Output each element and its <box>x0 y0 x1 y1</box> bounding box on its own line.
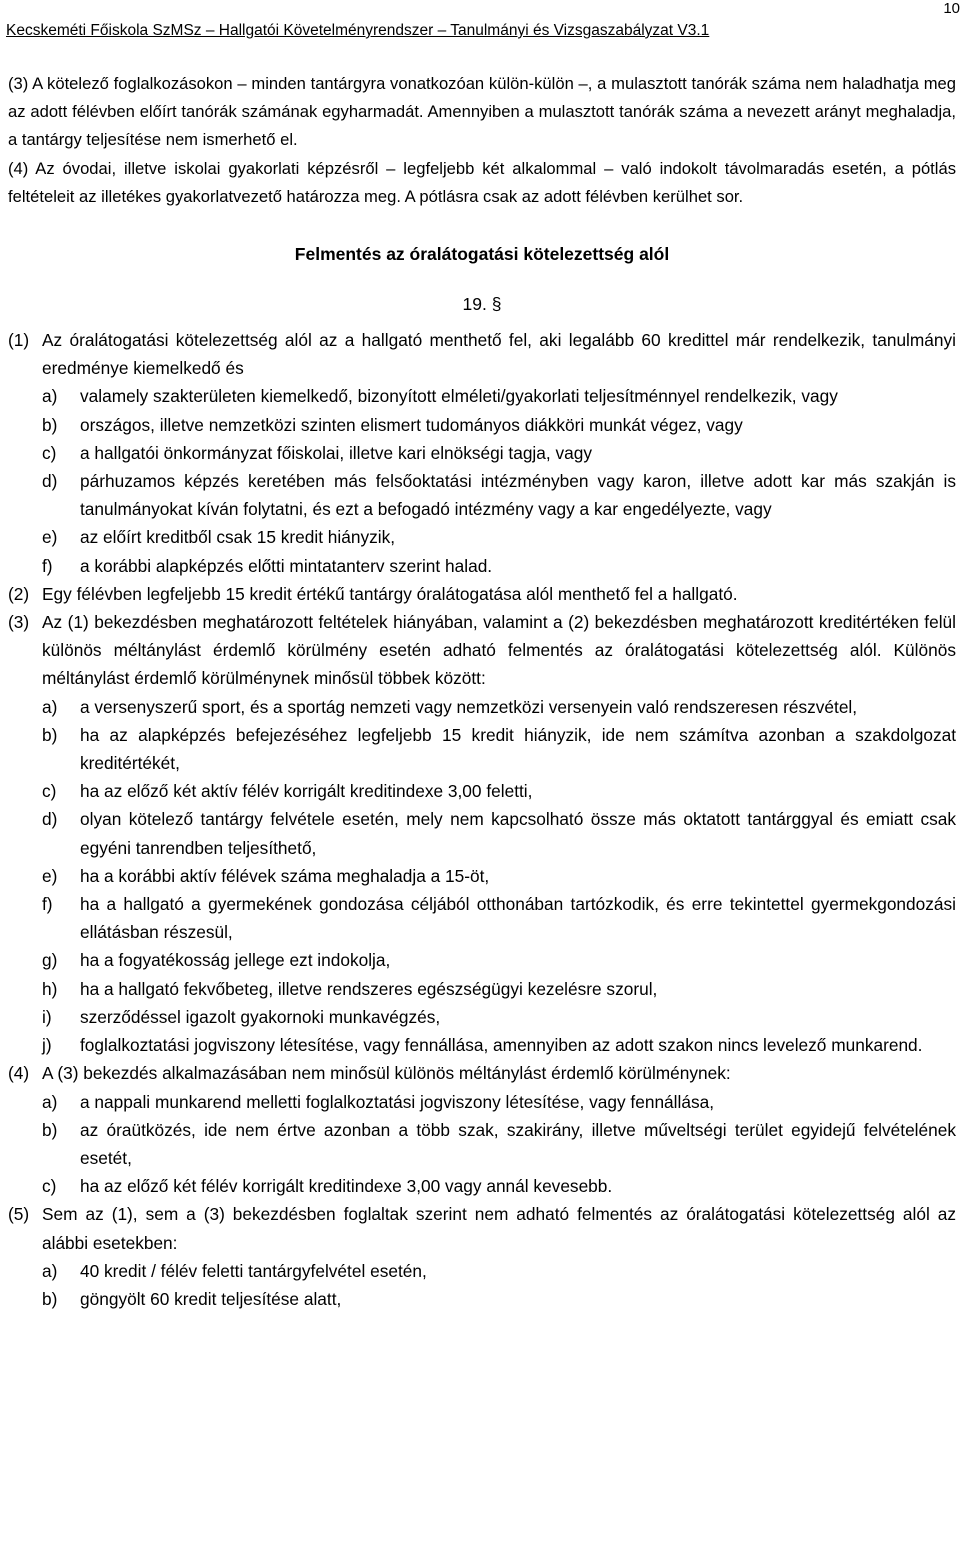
item-number: (4) <box>8 1063 30 1084</box>
sub-item <box>42 946 956 974</box>
sub-item-label: f) <box>42 555 53 576</box>
sub-item-text: ha a korábbi aktív félévek száma meghaladja a 15-öt, <box>80 865 490 886</box>
sub-item <box>42 1285 956 1313</box>
sub-item-text: a versenyszerű sport, és a sportág nemzeti vagy nemzetközi versenyein való rendszeresen részvétel, <box>80 696 858 717</box>
sub-item-text: a korábbi alapképzés előtti mintatanterv szerint halad. <box>80 555 493 576</box>
numbered-item <box>8 608 956 693</box>
sub-item-label: e) <box>42 865 58 886</box>
paragraph-3: (3) A kötelező foglalkozásokon – minden tantárgyra vonatkozóan külön-külön –, a mulasztott tanórák száma nem haladhatja meg az adott félévben előírt tanórák számának egyharmadát. Amennyiben a mulasztott tanórák száma a nevezett arányt meghaladja, a tantárgy teljesítése nem ismerhető el. <box>8 74 956 150</box>
item-text: Egy félévben legfeljebb 15 kredit értékű tantárgy óralátogatása alól menthető fel a hallgató. <box>42 583 738 604</box>
sub-item <box>42 1116 956 1172</box>
sub-item <box>42 777 956 805</box>
sub-item-label: e) <box>42 527 58 548</box>
sub-item-text: ha az alapképzés befejezéséhez legfeljebb 15 kredit hiányzik, ide nem számítva azonban a szakdolgozat kreditértékét, <box>80 724 956 774</box>
item-text: Sem az (1), sem a (3) bekezdésben foglaltak szerint nem adható felmentés az óralátogatási kötelezettség alól az alábbi esetekben: <box>42 1204 956 1253</box>
sub-item-label: a) <box>42 696 58 717</box>
sub-item-text: olyan kötelező tantárgy felvétele esetén, mely nem kapcsolható össze más oktatott tantárggyal és emiatt csak egyéni tanrendben teljesíthető, <box>80 809 956 858</box>
item-number: (3) <box>8 612 30 633</box>
sub-item <box>42 862 956 890</box>
numbered-item <box>8 326 956 382</box>
sub-item-text: párhuzamos képzés keretében más felsőoktatási intézményben vagy karon, illetve adott kar más szakján is tanulmányokat kíván folytatni, és ezt a befogadó intézmény vagy a kar engedélyezte, vagy <box>80 471 956 520</box>
sub-item <box>42 552 956 580</box>
sub-item-label: d) <box>42 809 58 830</box>
sub-item-text: szerződéssel igazolt gyakornoki munkavégzés, <box>80 1006 441 1027</box>
sub-item <box>42 1003 956 1031</box>
sub-item-label: f) <box>42 894 53 915</box>
sub-item-label: c) <box>42 1176 57 1197</box>
sub-item <box>42 439 956 467</box>
sub-item <box>42 693 956 721</box>
item-number: (5) <box>8 1204 30 1225</box>
numbered-item <box>8 1059 956 1087</box>
item-number: (1) <box>8 330 30 351</box>
sub-item-label: a) <box>42 386 58 407</box>
sub-item <box>42 1172 956 1200</box>
sub-item-text: valamely szakterületen kiemelkedő, bizonyított elméleti/gyakorlati teljesítménnyel rendelkezik, vagy <box>80 386 838 407</box>
sub-item <box>42 411 956 439</box>
sub-item-label: h) <box>42 978 58 999</box>
sub-item-label: a) <box>42 1091 58 1112</box>
sub-item <box>42 890 956 946</box>
sub-item-text: a nappali munkarend melletti foglalkoztatási jogviszony létesítése, vagy fennállása, <box>80 1091 715 1112</box>
sub-item-text: országos, illetve nemzetközi szinten elismert tudományos diákköri munkát végez, vagy <box>80 414 743 435</box>
sub-item-text: foglalkoztatási jogviszony létesítése, vagy fennállása, amennyiben az adott szakon nincs levelező munkarend. <box>80 1035 923 1056</box>
sub-item-text: ha a hallgató a gyermekének gondozása céljából otthonában tartózkodik, és erre tekintettel gyermekgondozási ellátásban részesül, <box>80 894 956 943</box>
sub-item-text: az előírt kreditből csak 15 kredit hiányzik, <box>80 527 396 548</box>
sub-item <box>42 975 956 1003</box>
document-body <box>8 70 956 1313</box>
sub-item-label: d) <box>42 471 58 492</box>
document-header: Kecskeméti Főiskola SzMSz – Hallgatói Követelményrendszer – Tanulmányi és Vizsgaszabályzat V3.1 <box>6 22 710 39</box>
numbered-item <box>8 580 956 608</box>
sub-item-label: c) <box>42 442 57 463</box>
sub-item <box>42 467 956 523</box>
sub-item-label: b) <box>42 414 58 435</box>
item-text: Az óralátogatási kötelezettség alól az a hallgató menthető fel, aki legalább 60 kredittel már rendelkezik, tanulmányi eredménye kiemelkedő és <box>42 330 956 379</box>
sub-item <box>42 721 956 777</box>
sub-item-text: göngyölt 60 kredit teljesítése alatt, <box>80 1288 342 1309</box>
sub-item-label: g) <box>42 950 58 971</box>
item-text: Az (1) bekezdésben meghatározott feltételek hiányában, valamint a (2) bekezdésben meghatározott kreditértéken felül különös méltánylást érdemlő körülmény esetén adható felmentés az óralátogatási kötelezettség alól. Különös méltánylást érdemlő körülménynek minősül többek között: <box>42 612 956 689</box>
item-number: (2) <box>8 583 30 604</box>
sub-item-label: i) <box>42 1006 52 1027</box>
sub-item-text: az óraütközés, ide nem értve azonban a több szak, szakirány, illetve műveltségi terület egyidejű felvételének esetét, <box>80 1119 956 1168</box>
sub-item-label: j) <box>42 1035 52 1056</box>
item-text: A (3) bekezdés alkalmazásában nem minősül különös méltánylást érdemlő körülménynek: <box>42 1063 731 1084</box>
sub-item <box>42 805 956 861</box>
page-number: 10 <box>943 0 960 17</box>
numbered-item <box>8 1200 956 1256</box>
sub-item <box>42 1088 956 1116</box>
sub-item-label: b) <box>42 724 58 745</box>
sub-item-label: c) <box>42 781 57 802</box>
sub-item-text: ha a hallgató fekvőbeteg, illetve rendszeres egészségügyi kezelésre szorul, <box>80 978 658 999</box>
sub-item-text: a hallgatói önkormányzat főiskolai, illetve kari elnökségi tagja, vagy <box>80 442 592 463</box>
sub-item-text: ha az előző két aktív félév korrigált kreditindexe 3,00 feletti, <box>80 781 533 802</box>
sub-item-text: ha a fogyatékosság jellege ezt indokolja, <box>80 950 391 971</box>
sub-item-label: b) <box>42 1119 58 1140</box>
item-list <box>8 326 956 1313</box>
sub-item-text: 40 kredit / félév feletti tantárgyfelvétel esetén, <box>80 1260 427 1281</box>
sub-item <box>42 1257 956 1285</box>
sub-item <box>42 523 956 551</box>
section-number: 19. § <box>462 294 502 315</box>
sub-item-label: b) <box>42 1288 58 1309</box>
sub-item-label: a) <box>42 1260 58 1281</box>
sub-item-text: ha az előző két félév korrigált kreditindexe 3,00 vagy annál kevesebb. <box>80 1176 613 1197</box>
section-title: Felmentés az óralátogatási kötelezettség alól <box>294 244 670 265</box>
paragraph-4: (4) Az óvodai, illetve iskolai gyakorlati képzésről – legfeljebb két alkalommal – való indokolt távolmaradás esetén, a pótlás feltételeit az illetékes gyakorlatvezető határozza meg. A pótlásra csak az adott félévben kerülhet sor. <box>8 158 956 206</box>
sub-item <box>42 1031 956 1059</box>
sub-item <box>42 382 956 410</box>
